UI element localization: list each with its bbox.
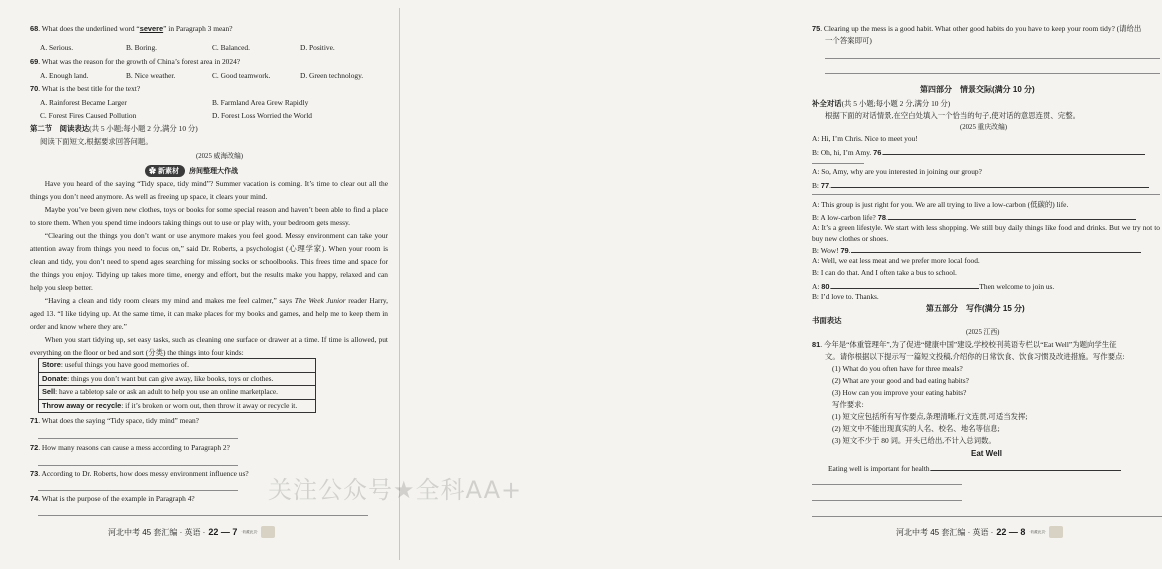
dialogue-line: B: I can do that. And I often take a bus to school.	[812, 268, 957, 277]
underlined-word: severe	[139, 24, 164, 33]
watermark: 关注公众号★全科AA+	[268, 476, 523, 504]
option-c[interactable]: C. Forest Fires Caused Pollution	[40, 111, 137, 120]
table-row: Store: useful things you have good memories of.	[39, 359, 315, 373]
requirements-title: 写作要求:	[832, 400, 864, 409]
answer-line[interactable]	[825, 58, 1160, 59]
sorting-table	[38, 358, 316, 413]
answer-line[interactable]	[825, 73, 1160, 74]
question-73: 73. According to Dr. Roberts, how does messy environment influence us?	[30, 469, 249, 478]
part-5-source: (2025 江西)	[966, 329, 1000, 336]
dialogue-line: A: This group is just right for you. We are all trying to live a low-carbon (低碳的) life.	[812, 200, 1069, 209]
topic-badge	[145, 165, 238, 177]
question-71: 71. What does the saying “Tidy space, tidy mind” mean?	[30, 416, 199, 425]
dialogue-line: A: It’s a green lifestyle. We start with less shopping. We still buy daily things like food and drinks. But we try not to buy new clothes or shoes.	[812, 223, 1160, 243]
dialogue-line-76: B: Oh, hi, I’m Amy. 76.	[812, 146, 1145, 158]
option-d[interactable]: D. Green technology.	[300, 71, 364, 80]
part-4-title: 第四部分 情景交际(满分 10 分)	[920, 85, 1035, 94]
question-69: 69. What was the reason for the growth of China’s forest area in 2024?	[30, 57, 241, 66]
paragraph-4: “Having a clean and tidy room clears my mind and makes me feel calmer,” says The Week Junior reader Harry, aged 13. “I like tidying up. At the same time, it can make places for my books and games, and help me to keep them in order and know where they are.”	[30, 296, 388, 331]
footer-note: ·收藏此页·	[241, 530, 259, 534]
answer-line[interactable]	[38, 465, 238, 466]
option-a[interactable]: A. Rainforest Became Larger	[40, 98, 127, 107]
paragraph-3: “Clearing out the things you don’t want or use anymore makes you feel good. Messy environment can take your attention away from things you need to focus on,” said Dr. Roberts, a psychologist (心理学家). When your room is clean and tidy, you don’t need to spend ages searching for missing socks or schoolbooks. This frees time and space for the things you enjoy. Tidying up takes more time, energy and effort, but the results make you happy, relaxed and can help you sleep better.	[30, 231, 388, 292]
requirement: (2) 短文中不能出现真实的人名、校名、地名等信息;	[832, 424, 1000, 433]
part-4-source: (2025 重庆改编)	[960, 124, 1008, 131]
page-number: 22 — 8	[996, 527, 1026, 537]
option-d[interactable]: D. Positive.	[300, 43, 335, 52]
part-5-sub: 书面表达	[812, 316, 842, 325]
answer-line[interactable]	[38, 515, 368, 516]
blank-80[interactable]	[831, 280, 979, 289]
question-74: 74. What is the purpose of the example in Paragraph 4?	[30, 494, 195, 503]
paragraph-2: Maybe you’ve been given new clothes, toys or books for some special reason and haven’t been able to find a place to store them. When you spend time indoors taking things out to use or play with, your bedroom gets messy.	[30, 205, 388, 227]
question-72: 72. How many reasons can cause a mess according to Paragraph 2?	[30, 443, 230, 452]
requirement: (3) 短文不少于 80 词。开头已给出,不计入总词数。	[832, 436, 996, 445]
option-c[interactable]: C. Good teamwork.	[212, 71, 271, 80]
answer-line[interactable]	[38, 490, 238, 491]
badge-title: 房间整理大作战	[188, 168, 238, 175]
paragraph-5: When you start tidying up, set easy tasks, such as cleaning one surface or drawer at a time. If time is allowed, put everything on the floor or bed and sort (分类) the things into four kinds:	[30, 335, 388, 357]
blank-76[interactable]	[883, 146, 1145, 155]
essay-start: Eating well is important for health.	[828, 462, 1121, 474]
option-b[interactable]: B. Farmland Area Grew Rapidly	[212, 98, 309, 107]
question-75: 75. Clearing up the mess is a good habit. What other good habits do you have to keep your room tidy? (请给出	[812, 24, 1142, 33]
answer-line[interactable]	[812, 163, 864, 164]
dialogue-line-78: B: A low-carbon life? 78.	[812, 211, 1136, 223]
option-c[interactable]: C. Balanced.	[212, 43, 250, 52]
answer-line[interactable]	[812, 516, 1162, 517]
dialogue-line-80: A: 80. Then welcome to join us.	[812, 282, 1055, 291]
paragraph-1: Have you heard of the saying “Tidy space, tidy mind”? Summer vacation is coming. It’s time to clear out all the things you don’t need anymore. As well as freeing up space, it clears your mind.	[30, 179, 388, 201]
magazine-name: The Week Junior	[294, 296, 346, 305]
writing-point: (1) What do you often have for three meals?	[832, 364, 963, 373]
answer-line[interactable]	[38, 438, 238, 439]
source-note: (2025 威海改编)	[196, 153, 244, 160]
section-2-header: 第二节 阅读表达(共 5 小题;每小题 2 分,满分 10 分)	[30, 124, 198, 133]
section-2-instructions: 阅读下面短文,根据要求回答问题。	[40, 137, 153, 146]
table-row: Donate: things you don’t want but can give away, like books, toys or clothes.	[39, 373, 315, 387]
answer-line[interactable]	[812, 484, 962, 485]
dialogue-line-77: B: 77.	[812, 179, 1149, 191]
option-a[interactable]: A. Serious.	[40, 43, 74, 52]
table-row: Sell: have a tabletop sale or ask an adult to help you use an online marketplace.	[39, 386, 315, 400]
option-b[interactable]: B. Boring.	[126, 43, 158, 52]
answer-line[interactable]	[812, 194, 1160, 195]
option-d[interactable]: D. Forest Loss Worried the World	[212, 111, 312, 120]
badge-tag: ✿ 新素材	[145, 165, 185, 177]
part-4-header: 补全对话(共 5 小题;每小题 2 分,满分 10 分)	[812, 99, 951, 108]
dialogue-line-79: B: Wow! 79.	[812, 244, 1141, 256]
part-4-instructions: 根据下面的对话情景,在空白处填入一个恰当的句子,使对话的意思连贯、完整。	[825, 111, 1080, 120]
book-logo-icon	[1049, 526, 1063, 538]
question-75-cont: 一个答案即可)	[825, 36, 872, 45]
writing-point: (2) What are your good and bad eating habits?	[832, 376, 969, 385]
dialogue-line: A: Well, we eat less meat and we prefer more local food.	[812, 256, 980, 265]
question-81: 81. 今年是“体重管理年”,为了促进“健康中国”建设,学校校刊英语专栏以“Eat Well”为题向学生征	[812, 340, 1117, 349]
answer-line[interactable]	[812, 500, 962, 501]
part-5-title: 第五部分 写作(满分 15 分)	[926, 304, 1025, 313]
dialogue-line: A: So, Amy, why are you interested in joining our group?	[812, 167, 982, 176]
dialogue-line: A: Hi, I’m Chris. Nice to meet you!	[812, 134, 918, 143]
dialogue-line: B: I’d love to. Thanks.	[812, 292, 879, 301]
page-number: 22 — 7	[208, 527, 238, 537]
footer-note: ·收藏此页·	[1029, 530, 1047, 534]
option-a[interactable]: A. Enough land.	[40, 71, 89, 80]
question-81-cont: 文。请你根据以下提示写一篇短文投稿,介绍你的日常饮食、饮食习惯及改进措施。写作要点:	[825, 352, 1125, 361]
left-footer: 河北中考 45 套汇编 · 英语 · 22 — 7 ·收藏此页·	[108, 526, 275, 538]
question-68: 68. What does the underlined word “severe” in Paragraph 3 mean?	[30, 24, 233, 33]
essay-title: Eat Well	[971, 449, 1002, 458]
book-logo-icon	[261, 526, 275, 538]
right-footer: 河北中考 45 套汇编 · 英语 · 22 — 8 ·收藏此页·	[896, 526, 1063, 538]
q70-options-row1	[40, 98, 308, 108]
essay-blank[interactable]	[931, 462, 1121, 471]
q68-options	[40, 43, 335, 53]
blank-79[interactable]	[851, 244, 1141, 253]
question-70: 70. What is the best title for the text?	[30, 84, 141, 93]
q69-options	[40, 71, 363, 81]
q70-options-row2	[40, 111, 312, 121]
blank-77[interactable]	[831, 179, 1149, 188]
table-row: Throw away or recycle: if it’s broken or worn out, then throw it away or recycle it.	[42, 400, 298, 410]
option-b[interactable]: B. Nice weather.	[126, 71, 176, 80]
requirement: (1) 短文应包括所有写作要点,条理清晰,行文连贯,可适当发挥;	[832, 412, 1028, 421]
blank-78[interactable]	[888, 211, 1136, 220]
writing-point: (3) How can you improve your eating habits?	[832, 388, 967, 397]
